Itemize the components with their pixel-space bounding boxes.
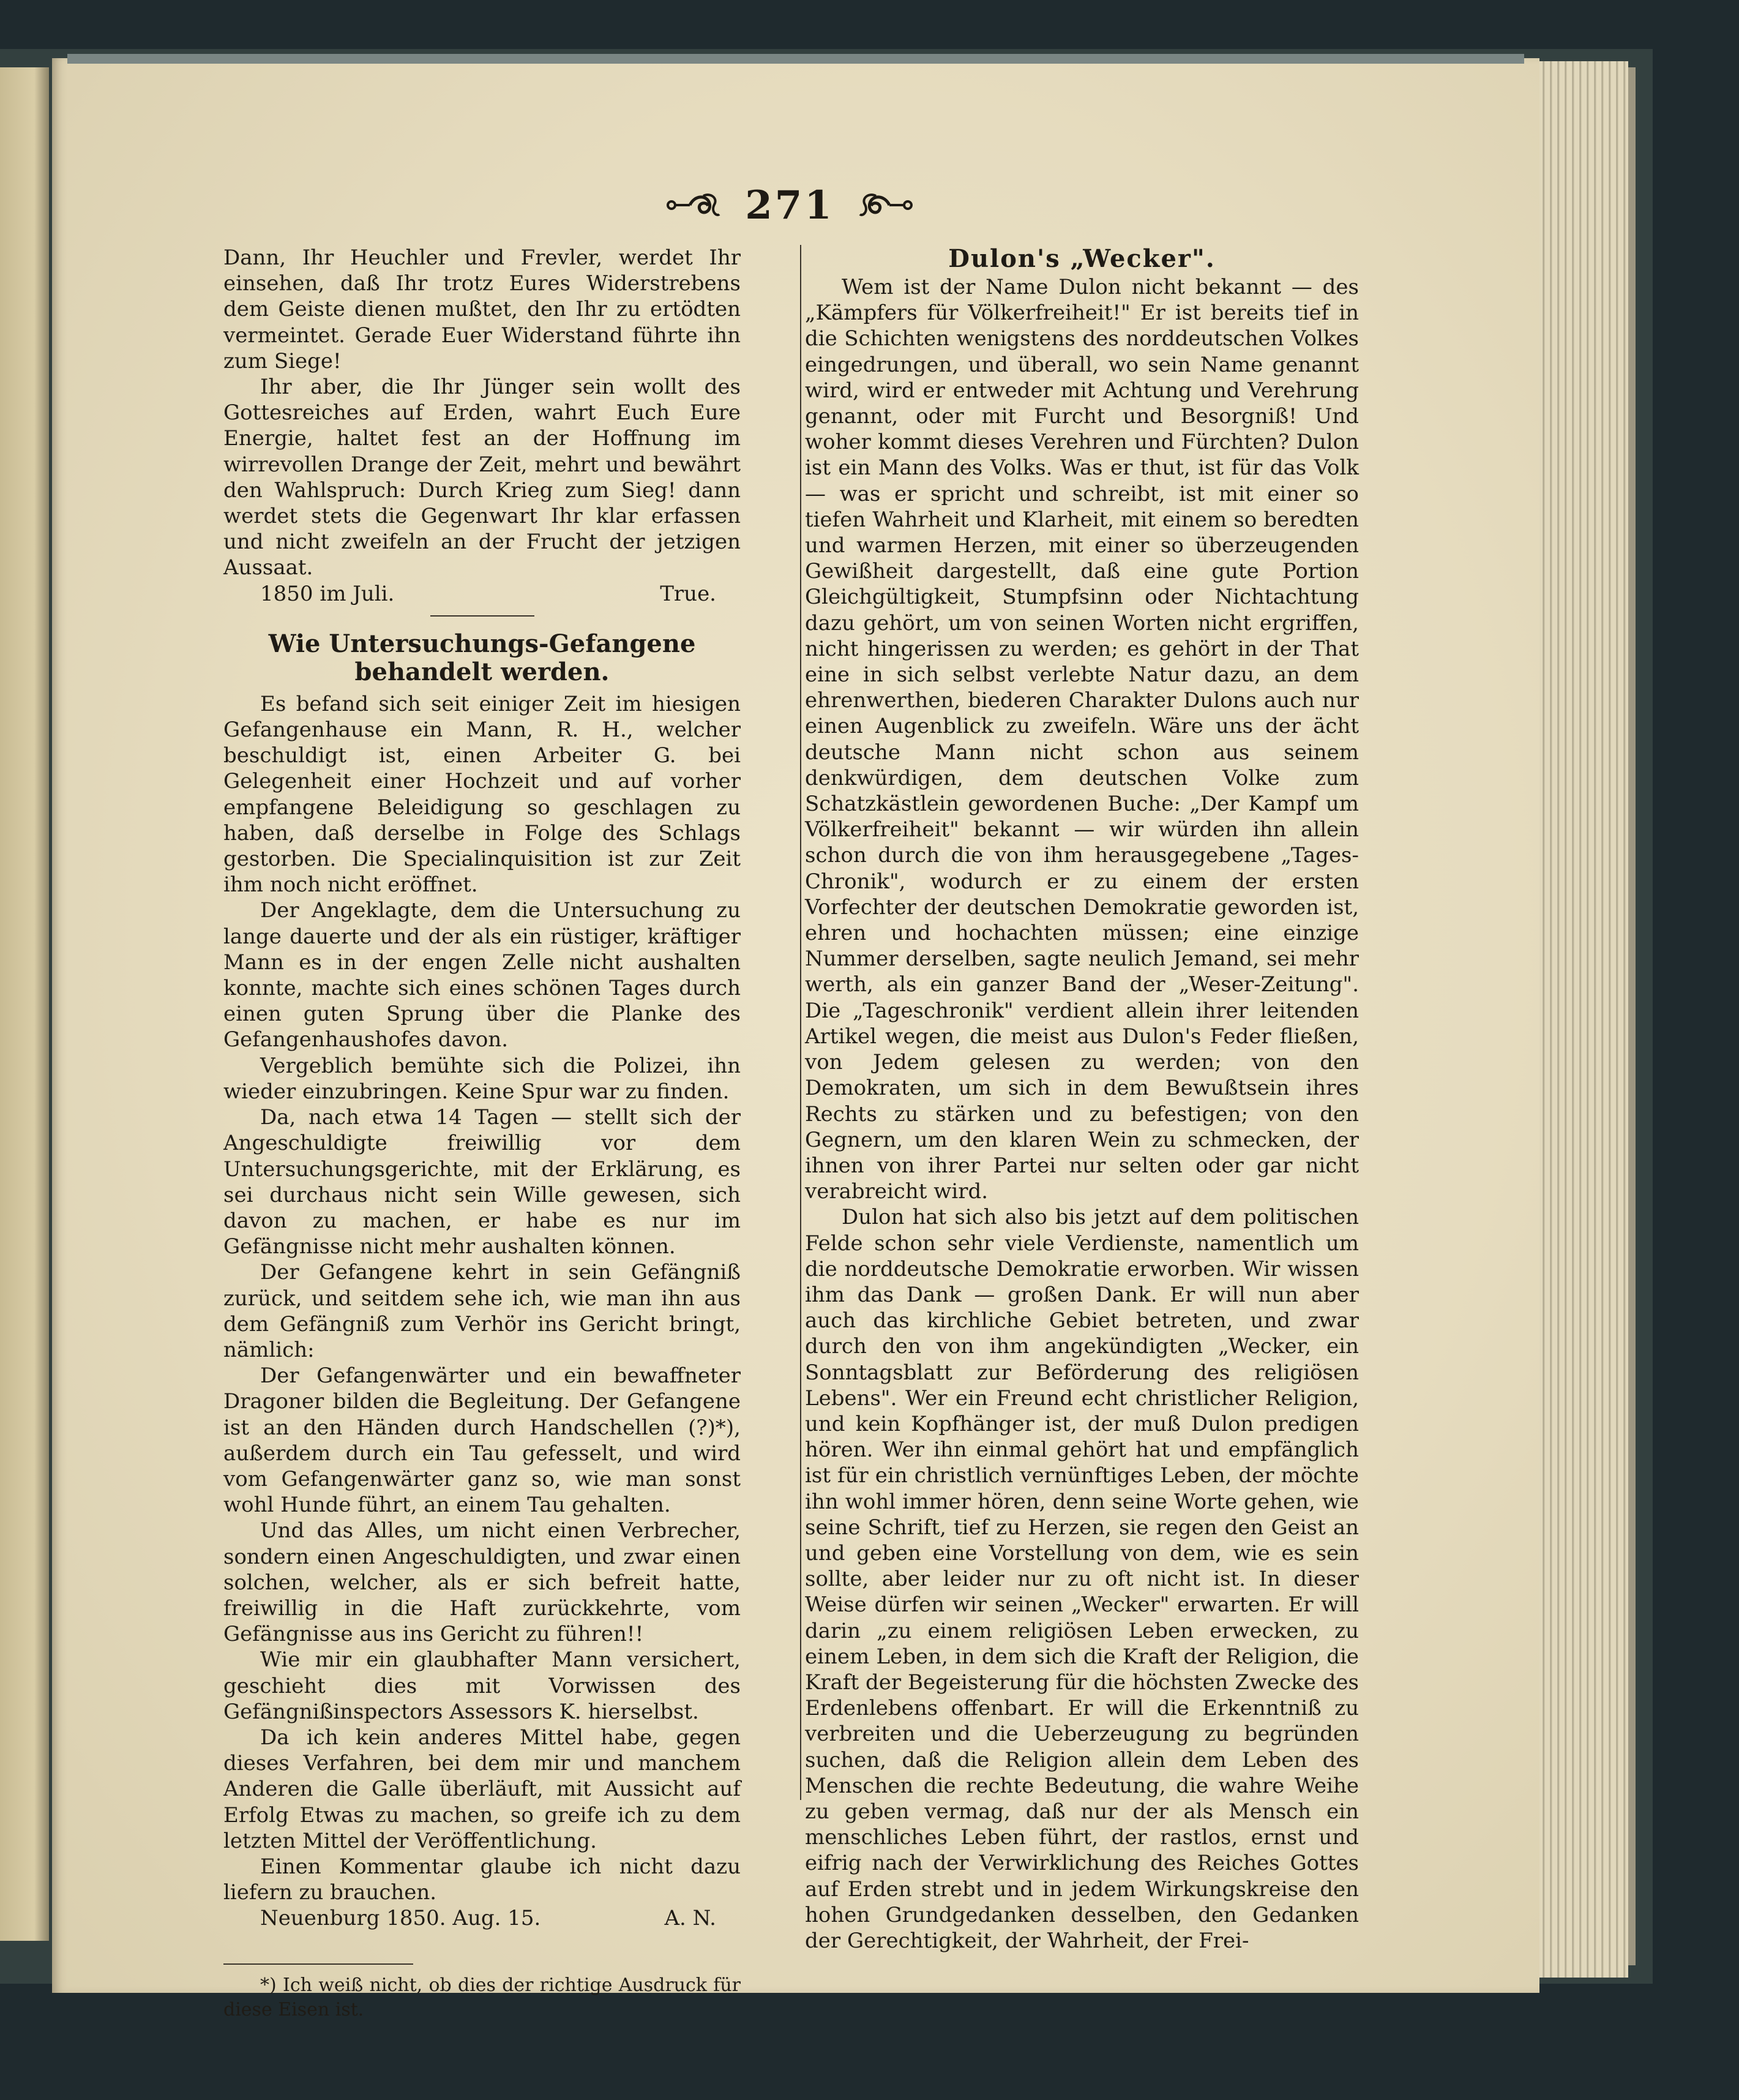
body-paragraph: Wem ist der Name Dulon nicht bekannt — des „Kämpfers für Völkerfreiheit!" Er ist bereits tief in die Schichten wenigstens des norddeutschen Volkes eingedrungen, und überall, wo sein Name genannt wird, wird er entweder mit Achtung und Verehrung genannt, oder mit Furcht und Besorgniß! Und woher kommt dieses Verehren und Fürchten? Dulon ist ein Mann des Volks. Was er thut, ist für das Volk — was er spricht und schreibt, ist mit einer so tiefen Wahrheit und Klarheit, mit einem so beredten und warmen Herzen, mit einer so überzeugenden Gewißheit dargestellt, daß eine gute Portion Gleichgültigkeit, Stumpfsinn oder Nichtachtung dazu gehört, um von seinen Worten nicht ergriffen, nicht hingerissen zu werden; es gehört in der That eine in sich selbst verlebte Natur dazu, an dem ehrenwerthen, biederen Charakter Dulons auch nur einen Augenblick zu zweifeln. Wäre uns der ächt deutsche Mann nicht schon aus seinem denkwürdigen, dem deutschen Volke zum Schatzkästlein gewordenen Buche: „Der Kampf um Völkerfreiheit" bekannt — wir würden ihn allein schon durch die von ihm herausgegebene „Tages-Chronik", wodurch er zu einem der ersten Vorfechter der deutschen Demokratie geworden ist, ehren und hochachten müssen; eine einzige Nummer derselben, sagte neulich Jemand, sei mehr werth, als ein ganzer Band der „Weser-Zeitung". Die „Tageschronik" verdient allein ihrer leitenden Artikel wegen, die meist aus Dulon's Feder fließen, von Jedem gelesen zu werden; von den Demokraten, um sich in dem Bewußtsein ihres Rechts zu stärken und zu befestigen; von den Gegnern, um den klaren Wein zu schmecken, der ihnen von ihrer Partei nur selten oder gar nicht verabreicht wird. xyxy=(805,275,1359,1204)
section-divider xyxy=(430,615,534,617)
body-paragraph: Da, nach etwa 14 Tagen — stellt sich der Angeschuldigte freiwillig vor dem Untersuchungsgerichte, mit der Erklärung, es sei durchaus nicht sein Wille gewesen, sich davon zu machen, er habe es nur im Gefängnisse nicht mehr aushalten können. xyxy=(223,1105,741,1259)
body-paragraph: Einen Kommentar glaube ich nicht dazu liefern zu brauchen. xyxy=(223,1854,741,1905)
left-ornament-icon xyxy=(665,190,720,220)
page-header xyxy=(643,178,937,233)
binding-strip xyxy=(67,54,1524,64)
body-paragraph: Dulon hat sich also bis jetzt auf dem politischen Felde schon sehr viele Verdienste, namentlich um die norddeutsche Demokratie erworben. Wir wissen ihm das Dank — großen Dank. Er will nun aber auch das kirchliche Gebiet betreten, und zwar durch den von ihm angekündigten „Wecker, ein Sonntagsblatt zur Beförderung des religiösen Lebens". Wer ein Freund echt christlicher Religion, und kein Kopfhänger ist, der muß Dulon predigen hören. Wer ihn einmal gehört hat und empfänglich ist für ein christlich vernünftiges Leben, der möchte ihn wohl immer hören, denn seine Worte gehen, wie seine Schrift, tief zu Herzen, sie regen den Geist an und geben eine Vorstellung von dem, wie es sein sollte, aber leider nur zu oft nicht ist. In dieser Weise dürfen wir seinen „Wecker" erwarten. Er will darin „zu einem religiösen Leben erwecken, zu einem Leben, in dem sich die Kraft der Religion, die Kraft der Begeisterung für die höchsten Zwecke des Erdenlebens offenbart. Er will die Erkenntniß zu verbreiten und die Ueberzeugung zu begründen suchen, daß die Religion allein dem Leben des Menschen die rechte Bedeutung, die wahre Weihe zu geben vermag, daß nur der als Mensch ein menschliches Leben führt, der rastlos, ernst und eifrig nach der Verwirklichung des Reiches Gottes auf Erden strebt und in jedem Wirkungskreise den hohen Grundgedanken desselben, den Gedanken der Gerechtigkeit, der Wahrheit, der Frei- xyxy=(805,1205,1359,1953)
right-column xyxy=(805,245,1359,1954)
page-block-edge xyxy=(1628,67,1636,1965)
page-number: 271 xyxy=(745,182,834,228)
body-paragraph: Da ich kein anderes Mittel habe, gegen dieses Verfahren, bei dem mir und manchem Anderen die Galle überläuft, mit Aussicht auf Erfolg Etwas zu machen, so greife ich zu dem letzten Mittel der Veröffentlichung. xyxy=(223,1725,741,1853)
column-divider xyxy=(800,245,801,1800)
page-stack-edge xyxy=(1530,61,1628,1978)
signoff-name: True. xyxy=(660,581,716,606)
signoff xyxy=(223,581,741,607)
signoff xyxy=(223,1905,741,1931)
signoff-date: 1850 im Juli. xyxy=(260,581,395,606)
signoff-place-date: Neuenburg 1850. Aug. 15. xyxy=(260,1906,541,1931)
right-ornament-icon xyxy=(859,190,914,220)
left-column xyxy=(223,245,741,2022)
body-paragraph: Es befand sich seit einiger Zeit im hiesigen Gefangenhause ein Mann, R. H., welcher beschuldigt ist, einen Arbeiter G. bei Gelegenheit einer Hochzeit und auf vorher empfangene Beleidigung so geschlagen zu haben, daß derselbe in Folge des Schlags gestorben. Die Specialinquisition ist zur Zeit ihm noch nicht eröffnet. xyxy=(223,691,741,898)
article-title: Wie Untersuchungs-Gefangene behandelt werden. xyxy=(268,629,696,686)
body-paragraph: Ihr aber, die Ihr Jünger sein wollt des Gottesreiches auf Erden, wahrt Euch Eure Energie, haltet fest an der Hoffnung im wirrevollen Drange der Zeit, mehrt und bewährt den Wahlspruch: Durch Krieg zum Sieg! dann werdet stets die Gegenwart Ihr klar erfassen und nicht zweifeln an der Frucht der jetzigen Aussaat. xyxy=(223,375,741,580)
article-title: Dulon's „Wecker". xyxy=(948,244,1216,273)
body-paragraph: Der Angeklagte, dem die Untersuchung zu lange dauerte und der als ein rüstiger, kräftiger Mann es in der engen Zelle nicht aushalten konnte, machte sich eines schönen Tages durch einen guten Sprung über die Planke des Gefangenhaushofes davon. xyxy=(223,898,741,1052)
body-paragraph: Der Gefangenwärter und ein bewaffneter Dragoner bilden die Begleitung. Der Gefangene ist an den Händen durch Handschellen (?)*), außerdem durch ein Tau gefesselt, und wird vom Gefangenwärter ganz so, wie man sonst wohl Hunde führt, an einem Tau gehalten. xyxy=(223,1363,741,1518)
left-page-edge xyxy=(0,67,49,1941)
body-paragraph: Vergeblich bemühte sich die Polizei, ihn wieder einzubringen. Keine Spur war zu finden. xyxy=(223,1053,741,1104)
body-paragraph: Und das Alles, um nicht einen Verbrecher, sondern einen Angeschuldigten, und zwar einen solchen, welcher, als er sich befreit hatte, freiwillig in die Haft zurückkehrte, vom Gefängnisse aus ins Gericht zu führen!! xyxy=(223,1518,741,1647)
body-paragraph: Der Gefangene kehrt in sein Gefängniß zurück, und seitdem sehe ich, wie man ihn aus dem Gefängniß zum Verhör ins Gericht bringt, nämlich: xyxy=(223,1260,741,1362)
footnote: *) Ich weiß nicht, ob dies der richtige Ausdruck für diese Eisen ist. xyxy=(223,1974,741,2020)
body-paragraph: Dann, Ihr Heuchler und Frevler, werdet Ihr einsehen, daß Ihr trotz Eures Widerstrebens dem Geiste dienen mußtet, den Ihr zu ertödten vermeintet. Gerade Euer Widerstand führte ihn zum Siege! xyxy=(223,246,741,373)
footnote-divider xyxy=(223,1963,413,1965)
body-paragraph: Wie mir ein glaubhafter Mann versichert, geschieht dies mit Vorwissen des Gefängnißinspectors Assessors K. hierselbst. xyxy=(223,1648,741,1724)
signoff-name: A. N. xyxy=(664,1906,716,1931)
